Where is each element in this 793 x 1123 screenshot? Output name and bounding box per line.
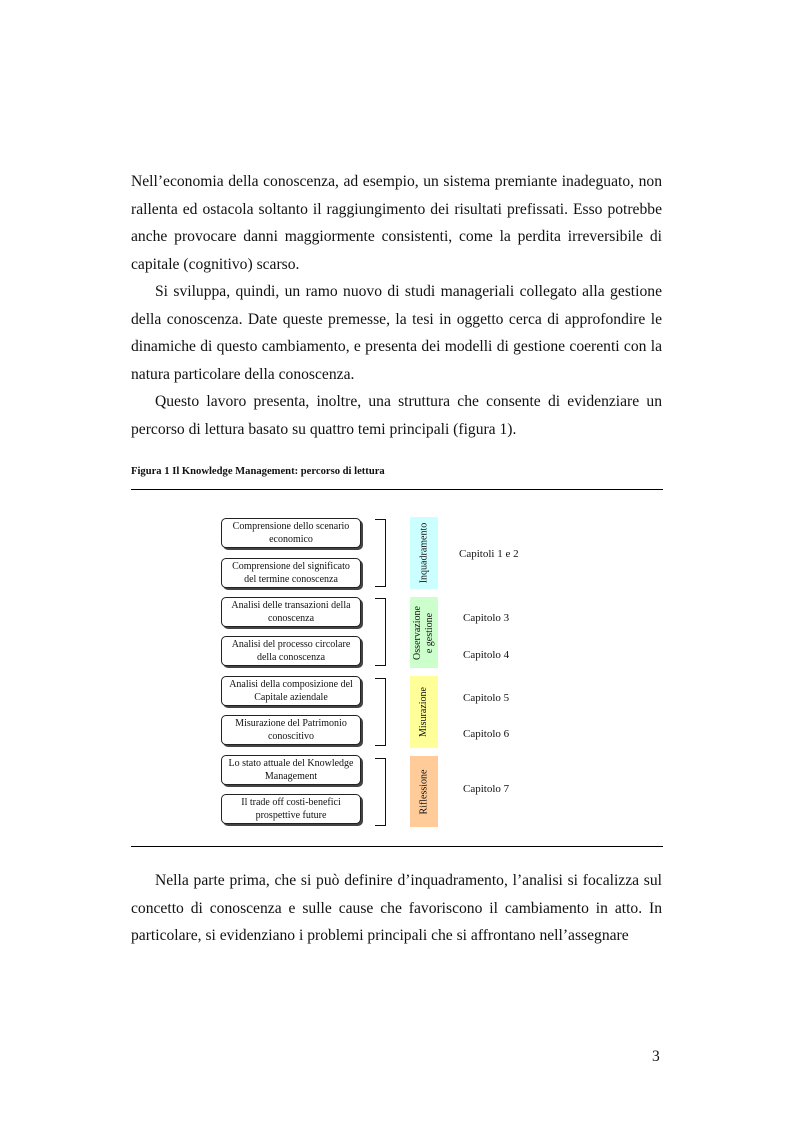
paragraph-4: Nella parte prima, che si può definire d’inquadramento, l’analisi si focalizza sul concetto di conoscenza e sulle cause che favoriscono il cambiamento in atto. In particolare, si evidenziano i problemi principali che si affrontano nell’assegnare — [131, 872, 662, 944]
theme-band-osservazione: Osservazione e gestione — [410, 597, 438, 668]
box-composizione: Analisi della composizione del Capitale aziendale — [221, 676, 361, 706]
box-stato: Lo stato attuale del Knowledge Management — [221, 755, 361, 785]
chapter-label: Capitolo 5 — [463, 692, 510, 704]
figure-top-rule — [131, 489, 663, 490]
paragraph-1: Nell’economia della conoscenza, ad esempio, un sistema premiante inadeguato, non rallenta ed ostacola soltanto il raggiungimento dei risultati prefissati. Esso potrebbe anche provocare danni maggiormente consistenti, come la perdita irreversibile di capitale (cognitivo) scarso. — [131, 173, 662, 273]
figure-caption: Figura 1 Il Knowledge Management: percorso di lettura — [131, 466, 385, 477]
chapter-label: Capitoli 1 e 2 — [459, 548, 519, 560]
bracket-3 — [375, 678, 386, 746]
box-significato: Comprensione del significato del termine conoscenza — [221, 558, 361, 588]
chapter-label: Capitolo 3 — [463, 612, 510, 624]
page-number: 3 — [652, 1048, 660, 1065]
theme-band-misurazione: Misurazione — [410, 676, 438, 748]
box-misurazione: Misurazione del Patrimonio conoscitivo — [221, 715, 361, 745]
theme-band-riflessione: Riflessione — [410, 756, 438, 827]
paragraph-2: Si sviluppa, quindi, un ramo nuovo di studi manageriali collegato alla gestione della conoscenza. Date queste premesse, la tesi in oggetto cerca di approfondire le dinamiche di questo cambiamento, e presenta dei modelli di gestione coerenti con la natura particolare della conoscenza. — [131, 283, 662, 383]
box-tradeoff: Il trade off costi-benefici prospettive future — [221, 794, 361, 824]
paragraph-3: Questo lavoro presenta, inoltre, una struttura che consente di evidenziare un percorso di lettura basato su quattro temi principali (figura 1). — [131, 393, 662, 438]
theme-band-inquadramento: Inquadramento — [410, 517, 438, 589]
bracket-2 — [375, 598, 386, 666]
chapter-label: Capitolo 7 — [463, 783, 510, 795]
chapter-label: Capitolo 4 — [463, 649, 510, 661]
box-transazioni: Analisi delle transazioni della conoscenza — [221, 597, 361, 627]
bracket-1 — [375, 519, 386, 587]
box-scenario: Comprensione dello scenario economico — [221, 518, 361, 548]
chapter-label: Capitolo 6 — [463, 728, 510, 740]
bracket-4 — [375, 758, 386, 826]
figure-bottom-rule — [131, 846, 663, 847]
box-processo: Analisi del processo circolare della conoscenza — [221, 636, 361, 666]
